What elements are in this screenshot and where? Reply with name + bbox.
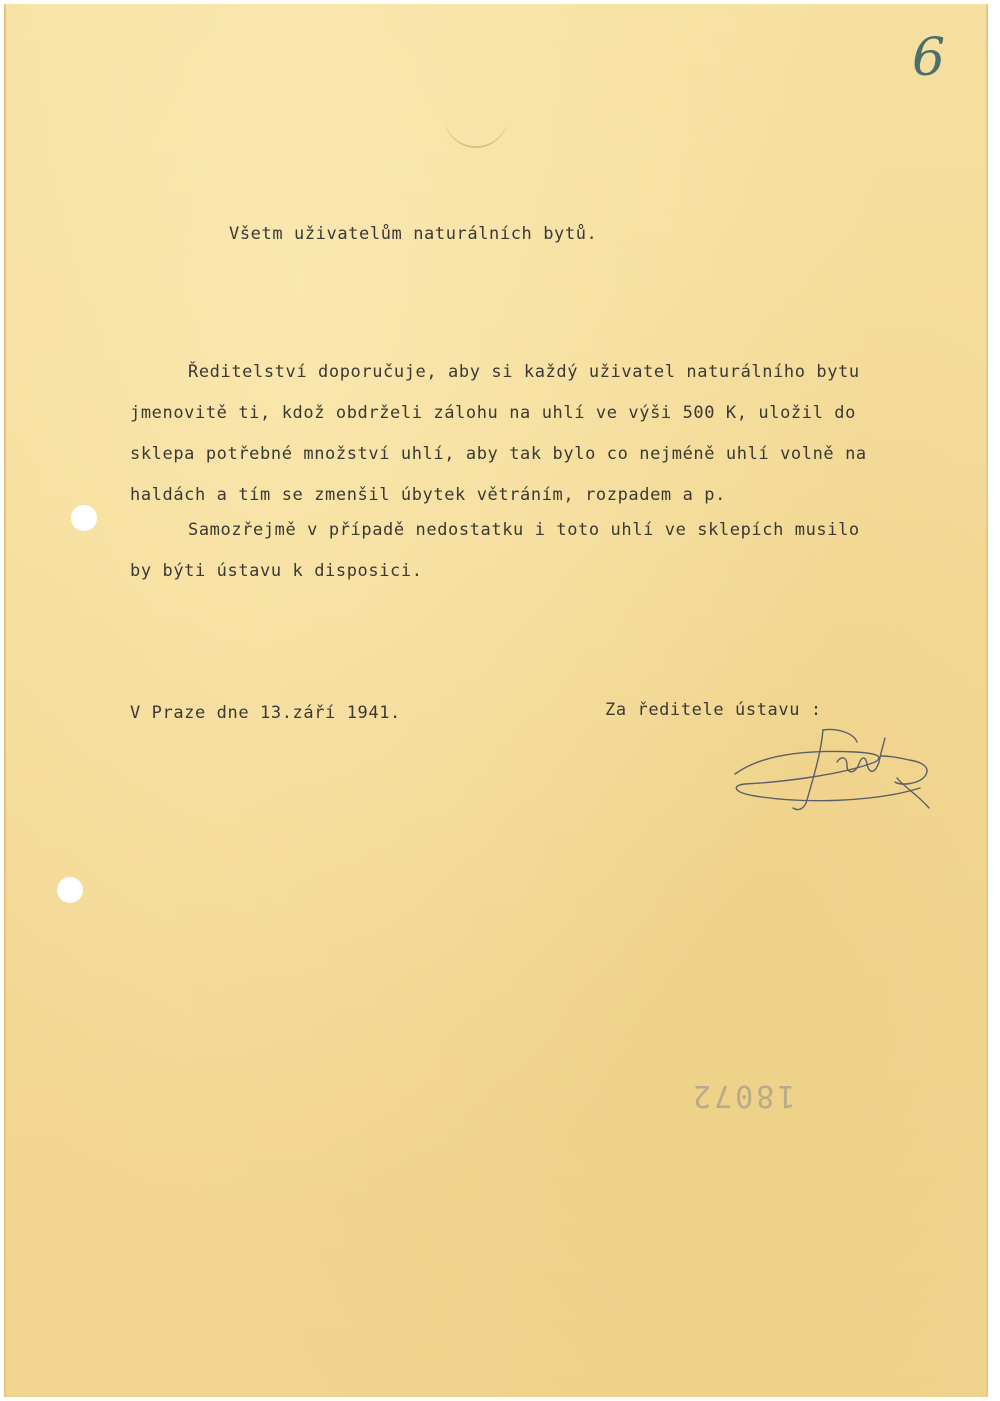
paragraph-1-line: jmenovitě ti, kdož obdrželi zálohu na uhlí ve výši 500 K, uložil do (130, 403, 856, 423)
paper-crease (444, 104, 508, 148)
paragraph-1-line: sklepa potřebné množství uhlí, aby tak bylo co nejméně uhlí volně na (130, 444, 867, 464)
scan-border (992, 0, 1000, 1401)
page-number-mark: 6 (912, 28, 946, 88)
salutation: Všetm uživatelům naturálních bytů. (229, 224, 598, 244)
punch-hole-top (71, 505, 97, 531)
paragraph-1-line: Ředitelství doporučuje, aby si každý uživatel naturálního bytu (188, 362, 860, 382)
signatory-label: Za ředitele ústavu : (605, 700, 822, 720)
paragraph-2-line: Samozřejmě v případě nedostatku i toto uhlí ve sklepích musilo (188, 520, 860, 540)
place-date: V Praze dne 13.září 1941. (130, 703, 401, 723)
punch-hole-bottom (57, 877, 83, 903)
archive-stamp: 18072 (690, 1078, 796, 1113)
paragraph-1-line: haldách a tím se zmenšil úbytek větráním, rozpadem a p. (130, 485, 726, 505)
paragraph-2-line: by býti ústavu k disposici. (130, 561, 423, 581)
paper-sheet (4, 4, 988, 1397)
paragraph-1 (130, 362, 950, 526)
paragraph-2 (130, 520, 950, 602)
handwritten-signature (725, 712, 945, 822)
